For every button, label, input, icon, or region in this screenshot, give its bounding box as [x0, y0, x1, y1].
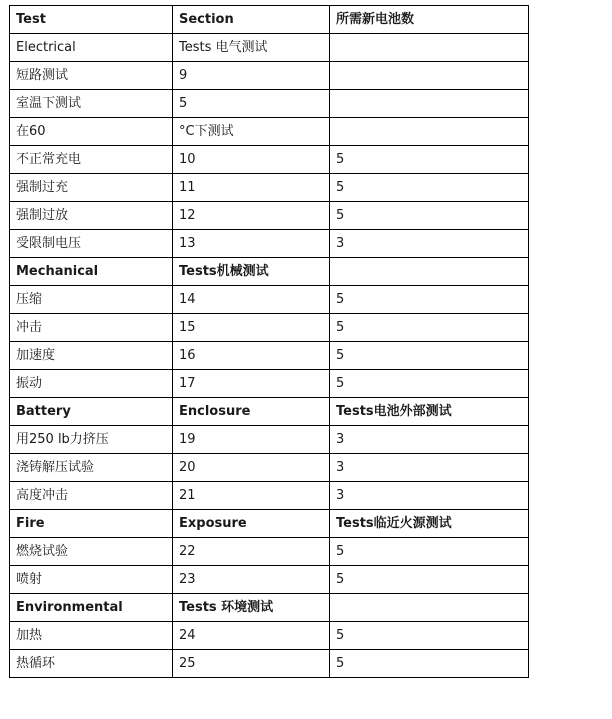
new-battery-count-cell [330, 62, 529, 90]
section-cell: 20 [173, 454, 330, 482]
section-cell: Exposure [173, 510, 330, 538]
new-battery-count-cell: Tests电池外部测试 [330, 398, 529, 426]
section-cell: 17 [173, 370, 330, 398]
new-battery-count-cell: 5 [330, 174, 529, 202]
test-name-cell: 燃烧试验 [10, 538, 173, 566]
test-name-cell: 加热 [10, 622, 173, 650]
new-battery-count-cell: 5 [330, 314, 529, 342]
battery-test-table [9, 5, 529, 678]
table-group-row [10, 510, 529, 538]
test-name-cell: 高度冲击 [10, 482, 173, 510]
new-battery-count-cell [330, 34, 529, 62]
section-cell: 16 [173, 342, 330, 370]
table-row [10, 314, 529, 342]
new-battery-count-cell [330, 90, 529, 118]
section-cell: 21 [173, 482, 330, 510]
table-row [10, 342, 529, 370]
table-row [10, 90, 529, 118]
section-cell: Tests 环境测试 [173, 594, 330, 622]
table-row [10, 622, 529, 650]
new-battery-count-cell [330, 258, 529, 286]
new-battery-count-cell: 5 [330, 286, 529, 314]
section-cell: 24 [173, 622, 330, 650]
test-name-cell: 浇铸解压试验 [10, 454, 173, 482]
section-cell: 13 [173, 230, 330, 258]
new-battery-count-cell [330, 118, 529, 146]
table-row [10, 34, 529, 62]
section-cell: Section [173, 6, 330, 34]
table-row [10, 286, 529, 314]
test-name-cell: 加速度 [10, 342, 173, 370]
test-name-cell: 喷射 [10, 566, 173, 594]
new-battery-count-cell: 5 [330, 538, 529, 566]
table-group-row [10, 258, 529, 286]
new-battery-count-cell: 5 [330, 370, 529, 398]
table-row [10, 538, 529, 566]
test-name-cell: Electrical [10, 34, 173, 62]
test-name-cell: 热循环 [10, 650, 173, 678]
new-battery-count-cell [330, 594, 529, 622]
test-name-cell: 冲击 [10, 314, 173, 342]
section-cell: °C下测试 [173, 118, 330, 146]
new-battery-count-cell: 3 [330, 426, 529, 454]
new-battery-count-cell: 5 [330, 202, 529, 230]
test-name-cell: 室温下测试 [10, 90, 173, 118]
new-battery-count-cell: 3 [330, 482, 529, 510]
section-cell: Tests机械测试 [173, 258, 330, 286]
section-cell: 11 [173, 174, 330, 202]
new-battery-count-cell: 3 [330, 454, 529, 482]
section-cell: 10 [173, 146, 330, 174]
new-battery-count-cell: 5 [330, 342, 529, 370]
table-row [10, 202, 529, 230]
test-name-cell: 不正常充电 [10, 146, 173, 174]
test-name-cell: 压缩 [10, 286, 173, 314]
test-name-cell: 受限制电压 [10, 230, 173, 258]
test-name-cell: 强制过放 [10, 202, 173, 230]
section-cell: 23 [173, 566, 330, 594]
table-row [10, 566, 529, 594]
test-name-cell: 用250 lb力挤压 [10, 426, 173, 454]
section-cell: 19 [173, 426, 330, 454]
test-name-cell: 在60 [10, 118, 173, 146]
new-battery-count-cell: 5 [330, 146, 529, 174]
section-cell: 14 [173, 286, 330, 314]
test-name-cell: Battery [10, 398, 173, 426]
table-row [10, 454, 529, 482]
new-battery-count-cell: Tests临近火源测试 [330, 510, 529, 538]
table-row [10, 118, 529, 146]
table-row [10, 482, 529, 510]
section-cell: 9 [173, 62, 330, 90]
new-battery-count-cell: 5 [330, 566, 529, 594]
section-cell: 12 [173, 202, 330, 230]
test-name-cell: Test [10, 6, 173, 34]
section-cell: Tests 电气测试 [173, 34, 330, 62]
new-battery-count-cell: 3 [330, 230, 529, 258]
new-battery-count-cell: 5 [330, 650, 529, 678]
section-cell: 5 [173, 90, 330, 118]
table-row [10, 426, 529, 454]
table-row [10, 370, 529, 398]
test-name-cell: Fire [10, 510, 173, 538]
section-cell: Enclosure [173, 398, 330, 426]
test-name-cell: 强制过充 [10, 174, 173, 202]
test-name-cell: Mechanical [10, 258, 173, 286]
new-battery-count-cell: 所需新电池数 [330, 6, 529, 34]
test-name-cell: 振动 [10, 370, 173, 398]
table-group-row [10, 594, 529, 622]
test-name-cell: Environmental [10, 594, 173, 622]
table-group-row [10, 398, 529, 426]
section-cell: 15 [173, 314, 330, 342]
section-cell: 25 [173, 650, 330, 678]
table-row [10, 650, 529, 678]
table-row [10, 174, 529, 202]
table-row [10, 230, 529, 258]
test-name-cell: 短路测试 [10, 62, 173, 90]
table-row [10, 62, 529, 90]
table-group-row [10, 6, 529, 34]
section-cell: 22 [173, 538, 330, 566]
table-row [10, 146, 529, 174]
table-body [10, 6, 529, 678]
new-battery-count-cell: 5 [330, 622, 529, 650]
